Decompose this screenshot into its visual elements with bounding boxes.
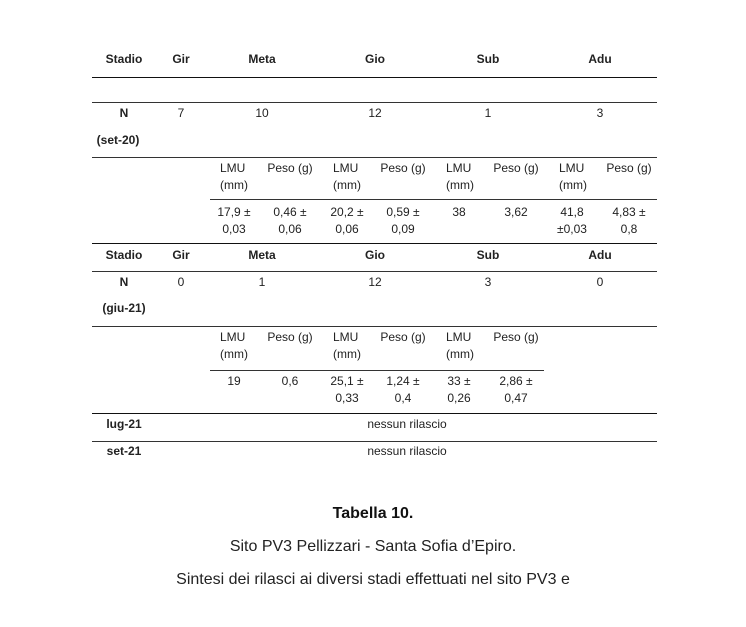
value-adu-lmu: 41,8 ±0,03: [557, 205, 587, 236]
count-sub: 3: [484, 275, 492, 289]
col-header-adu: Adu: [588, 248, 612, 262]
subheader-peso: Peso (g): [606, 161, 652, 175]
row-date: (giu-21): [102, 301, 146, 315]
value-gio-lmu: 25,1 ± 0,33: [330, 374, 364, 405]
subheader-peso: Peso (g): [493, 161, 539, 175]
col-header-gir: Gir: [172, 52, 190, 66]
rule: [92, 326, 657, 327]
col-header-sub: Sub: [476, 52, 500, 66]
count-adu: 3: [596, 106, 604, 120]
row-date-set21: set-21: [106, 444, 142, 458]
count-gir: 7: [177, 106, 185, 120]
rule: [210, 370, 544, 371]
caption-line1: Sito PV3 Pellizzari - Santa Sofia d’Epiro.: [229, 538, 517, 555]
col-header-gir: Gir: [172, 248, 190, 262]
subheader-peso: Peso (g): [380, 330, 426, 344]
col-header-adu: Adu: [588, 52, 612, 66]
col-header-meta: Meta: [248, 248, 276, 262]
row-label-n: N: [119, 275, 129, 289]
value-meta-peso: 0,46 ± 0,06: [273, 205, 307, 236]
rule: [92, 102, 657, 103]
subheader-lmu: LMU (mm): [446, 330, 474, 361]
count-gir: 0: [177, 275, 185, 289]
value-adu-peso: 4,83 ± 0,8: [612, 205, 646, 236]
subheader-lmu: LMU (mm): [333, 330, 361, 361]
value-gio-peso: 0,59 ± 0,09: [386, 205, 420, 236]
value-sub-lmu: 33 ± 0,26: [447, 374, 471, 405]
subheader-lmu: LMU (mm): [559, 161, 587, 192]
count-sub: 1: [484, 106, 492, 120]
value-gio-lmu: 20,2 ± 0,06: [330, 205, 364, 236]
subheader-lmu: LMU (mm): [446, 161, 474, 192]
subheader-peso: Peso (g): [493, 330, 539, 344]
caption-line2: Sintesi dei rilasci ai diversi stadi effettuati nel sito PV3 e: [176, 571, 570, 588]
value-meta-peso: 0,6: [281, 374, 299, 388]
subheader-peso: Peso (g): [380, 161, 426, 175]
subheader-lmu: LMU (mm): [220, 161, 248, 192]
note-no-release: nessun rilascio: [367, 417, 447, 431]
row-date: (set-20): [96, 133, 140, 147]
rule: [210, 199, 657, 200]
count-meta: 1: [258, 275, 266, 289]
rule: [92, 441, 657, 442]
value-gio-peso: 1,24 ± 0,4: [386, 374, 420, 405]
value-meta-lmu: 19: [227, 374, 241, 388]
count-gio: 12: [368, 106, 382, 120]
col-header-stadio: Stadio: [105, 248, 143, 262]
value-sub-peso: 2,86 ± 0,47: [499, 374, 533, 405]
rule: [92, 157, 657, 158]
value-sub-peso: 3,62: [504, 205, 528, 219]
subheader-lmu: LMU (mm): [220, 330, 248, 361]
count-gio: 12: [368, 275, 382, 289]
row-label-n: N: [119, 106, 129, 120]
col-header-gio: Gio: [365, 52, 385, 66]
count-meta: 10: [255, 106, 269, 120]
subheader-peso: Peso (g): [267, 330, 313, 344]
value-sub-lmu: 38: [452, 205, 466, 219]
rule: [92, 271, 657, 272]
note-no-release: nessun rilascio: [367, 444, 447, 458]
value-meta-lmu: 17,9 ± 0,03: [217, 205, 251, 236]
count-adu: 0: [596, 275, 604, 289]
subheader-peso: Peso (g): [267, 161, 313, 175]
col-header-meta: Meta: [248, 52, 276, 66]
rule: [92, 243, 657, 244]
col-header-stadio: Stadio: [105, 52, 143, 66]
caption-title: Tabella 10.: [332, 505, 414, 522]
rule: [92, 77, 657, 78]
rule: [92, 413, 657, 414]
col-header-sub: Sub: [476, 248, 500, 262]
subheader-lmu: LMU (mm): [333, 161, 361, 192]
row-date-lug21: lug-21: [106, 417, 142, 431]
col-header-gio: Gio: [365, 248, 385, 262]
